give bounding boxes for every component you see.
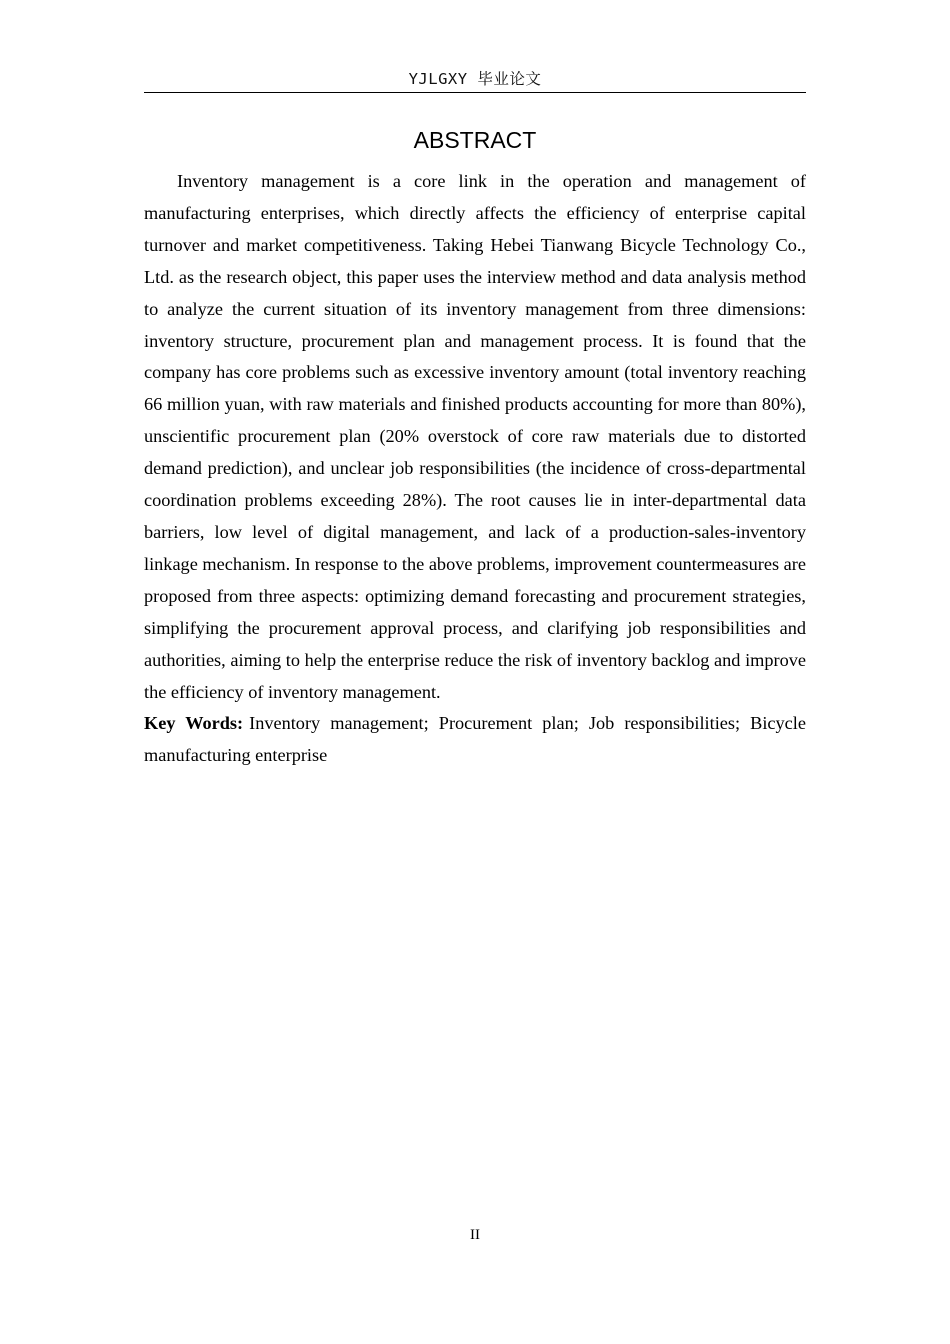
keywords-label: Key Words:: [144, 713, 244, 733]
running-header: YJLGXY 毕业论文: [144, 68, 806, 93]
keywords-text: Inventory management; Procurement plan; Job responsibilities; Bicycle manufacturing enterprise: [144, 713, 806, 765]
page-number: II: [470, 1227, 480, 1243]
abstract-title: ABSTRACT: [413, 127, 537, 153]
keywords-line: [144, 708, 806, 772]
abstract-paragraph: Inventory management is a core link in the operation and management of manufacturing enterprises, which directly affects the efficiency of enterprise capital turnover and market competitiveness. Taking Hebei Tianwang Bicycle Technology Co., Ltd. as the research object, this paper uses the interview method and data analysis method to analyze the current situation of its inventory management from three dimensions: inventory structure, procurement plan and management process. It is found that the company has core problems such as excessive inventory amount (total inventory reaching 66 million yuan, with raw materials and finished products accounting for more than 80%), unscientific procurement plan (20% overstock of core raw materials due to distorted demand prediction), and unclear job responsibilities (the incidence of cross-departmental coordination problems exceeding 28%). The root causes lie in inter-departmental data barriers, low level of digital management, and lack of a production-sales-inventory linkage mechanism. In response to the above problems, improvement countermeasures are proposed from three aspects: optimizing demand forecasting and procurement strategies, simplifying the procurement approval process, and clarifying job responsibilities and authorities, aiming to help the enterprise reduce the risk of inventory backlog and improve the efficiency of inventory management.: [144, 171, 806, 702]
